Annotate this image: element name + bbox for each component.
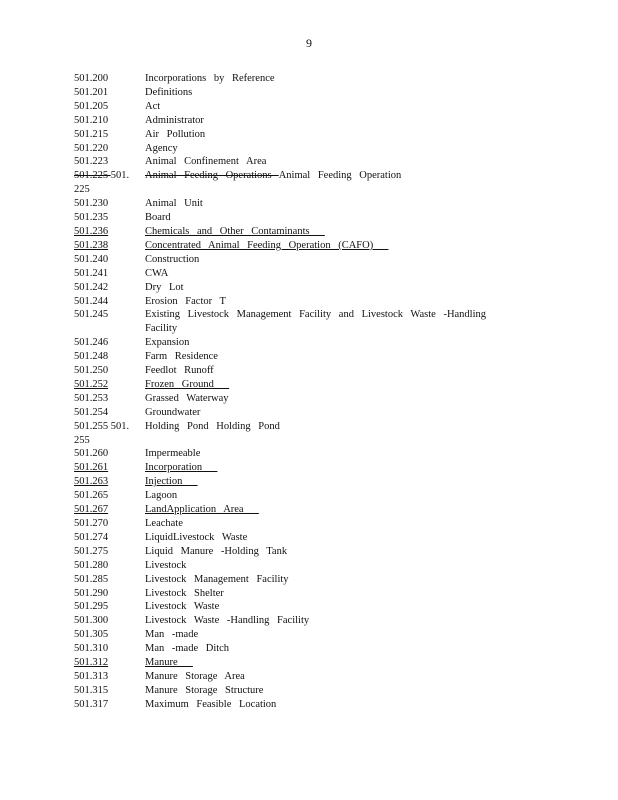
section-number-text: 501.315	[74, 684, 109, 696]
section-entry	[74, 225, 504, 239]
section-number-text: 501.285	[74, 573, 109, 585]
section-title-text: Agency	[145, 142, 178, 154]
section-number-text: 501.295	[74, 601, 109, 613]
section-entry	[74, 670, 504, 684]
section-number	[74, 406, 145, 420]
section-number	[74, 434, 145, 448]
section-title-text: Farm Residence	[145, 351, 218, 363]
section-entry	[74, 434, 504, 448]
section-entry	[74, 350, 504, 364]
section-number	[74, 72, 145, 86]
section-number	[74, 628, 145, 642]
section-title-text: Manure Storage Area	[145, 670, 245, 682]
section-entry	[74, 183, 504, 197]
section-title-text: Erosion Factor T	[145, 295, 226, 307]
section-title-text: Administrator	[145, 114, 204, 126]
section-title-text: Livestock Waste	[145, 601, 220, 613]
section-entry	[74, 169, 504, 183]
section-number-text: 501.252	[74, 378, 109, 390]
section-number	[74, 614, 145, 628]
section-number-text: 501.313	[74, 670, 109, 682]
section-number	[74, 155, 145, 169]
section-title-text: Animal Feeding Operation	[278, 170, 402, 182]
section-title-text: Manure	[145, 657, 193, 669]
section-number-text: 501.236	[74, 225, 109, 237]
section-title	[145, 614, 504, 628]
section-entry	[74, 239, 504, 253]
section-number	[74, 336, 145, 350]
section-title	[145, 308, 504, 322]
section-title	[145, 545, 504, 559]
section-title-text: Dry Lot	[145, 281, 184, 293]
section-number	[74, 322, 145, 336]
section-title-text: Maximum Feasible Location	[145, 698, 277, 710]
section-number-text: 501.241	[74, 267, 109, 279]
section-title-text: LiquidLivestock Waste	[145, 531, 248, 543]
section-title-text: Board	[145, 212, 171, 224]
section-number-text: 501.220	[74, 142, 109, 154]
section-number	[74, 169, 145, 183]
section-number	[74, 447, 145, 461]
section-entry	[74, 684, 504, 698]
section-title-text: Feedlot Runoff	[145, 365, 214, 377]
section-entry	[74, 86, 504, 100]
section-entry	[74, 489, 504, 503]
section-number-text: 501.242	[74, 281, 109, 293]
section-number	[74, 503, 145, 517]
section-number-text: 501.223	[74, 156, 109, 168]
section-title-text: Act	[145, 100, 161, 112]
section-number	[74, 392, 145, 406]
section-number	[74, 267, 145, 281]
section-entry	[74, 573, 504, 587]
section-entry	[74, 336, 504, 350]
section-number	[74, 225, 145, 239]
section-number-text: 501.310	[74, 643, 109, 655]
section-number	[74, 295, 145, 309]
section-entry	[74, 406, 504, 420]
section-number-text: 501.300	[74, 615, 109, 627]
section-title	[145, 600, 504, 614]
section-title	[145, 336, 504, 350]
section-entry	[74, 614, 504, 628]
section-number-text: 501.254	[74, 406, 109, 418]
section-number-text: 501.250	[74, 365, 109, 377]
section-title	[145, 517, 504, 531]
section-entry	[74, 698, 504, 712]
section-entry	[74, 628, 504, 642]
section-title-text: CWA	[145, 267, 169, 279]
section-number	[74, 517, 145, 531]
section-entry	[74, 461, 504, 475]
section-title	[145, 573, 504, 587]
section-number-text: 501.312	[74, 657, 109, 669]
section-entry	[74, 447, 504, 461]
section-title-text: LandApplication Area	[145, 504, 259, 516]
section-entry	[74, 517, 504, 531]
section-number	[74, 461, 145, 475]
section-title-text: Animal Unit	[145, 198, 203, 210]
section-number	[74, 142, 145, 156]
section-number	[74, 587, 145, 601]
section-title	[145, 267, 504, 281]
section-title-text: Facility	[145, 323, 178, 335]
section-number	[74, 531, 145, 545]
section-title-text: Livestock Management Facility	[145, 573, 289, 585]
section-title	[145, 72, 504, 86]
section-number-text: 501.263	[74, 476, 109, 488]
section-title	[145, 364, 504, 378]
section-title	[145, 378, 504, 392]
section-entry	[74, 197, 504, 211]
section-number-text: 501.267	[74, 504, 109, 516]
section-title-text: Injection	[145, 476, 198, 488]
section-title	[145, 322, 504, 336]
section-title	[145, 698, 504, 712]
section-title-text: Definitions	[145, 86, 193, 98]
section-number-text: 501.200	[74, 73, 109, 84]
section-title-text: Livestock Waste -Handling Facility	[145, 615, 310, 627]
section-number-text: 501.260	[74, 448, 109, 460]
section-title	[145, 503, 504, 517]
section-title	[145, 420, 504, 434]
section-entry	[74, 378, 504, 392]
section-number	[74, 545, 145, 559]
section-entry	[74, 253, 504, 267]
section-list	[74, 72, 504, 712]
section-title	[145, 169, 504, 183]
section-title	[145, 281, 504, 295]
section-number	[74, 281, 145, 295]
section-entry	[74, 545, 504, 559]
section-number-text: 501.246	[74, 337, 109, 349]
section-title-text: Construction	[145, 253, 200, 265]
section-number-text: 501.235	[74, 212, 109, 224]
section-title-text: Frozen Ground	[145, 378, 230, 390]
section-number-text: 501.210	[74, 114, 109, 126]
section-number-text: 501.270	[74, 518, 109, 529]
section-title	[145, 642, 504, 656]
section-title	[145, 434, 504, 448]
section-number-text: 501.215	[74, 128, 109, 140]
section-title-text: Impermeable	[145, 448, 201, 460]
section-title	[145, 670, 504, 684]
section-entry	[74, 392, 504, 406]
section-title	[145, 295, 504, 309]
deleted-section-title: Animal Feeding Operations	[145, 170, 279, 182]
section-title	[145, 392, 504, 406]
section-title	[145, 684, 504, 698]
section-number-text: 501.305	[74, 629, 109, 641]
section-entry	[74, 155, 504, 169]
section-entry	[74, 559, 504, 573]
section-entry	[74, 142, 504, 156]
section-entry	[74, 656, 504, 670]
section-number	[74, 489, 145, 503]
section-number-text: 501.240	[74, 253, 109, 265]
section-number	[74, 253, 145, 267]
section-number-text: 501.245	[74, 309, 109, 321]
section-title	[145, 461, 504, 475]
section-title-text: Man -made	[145, 629, 199, 641]
section-title	[145, 211, 504, 225]
section-entry	[74, 531, 504, 545]
section-entry	[74, 211, 504, 225]
section-number	[74, 420, 145, 434]
section-number	[74, 197, 145, 211]
section-entry	[74, 281, 504, 295]
section-number	[74, 100, 145, 114]
section-title	[145, 253, 504, 267]
section-entry	[74, 642, 504, 656]
section-entry	[74, 308, 504, 322]
section-number-text: 501.205	[74, 100, 109, 112]
section-number	[74, 114, 145, 128]
section-entry	[74, 114, 504, 128]
section-title-text: Manure Storage Structure	[145, 684, 264, 696]
section-number-text: 501.253	[74, 392, 109, 404]
section-number-text: 225	[74, 184, 90, 196]
section-title	[145, 225, 504, 239]
section-title	[145, 628, 504, 642]
section-entry	[74, 322, 504, 336]
section-number-text: 255	[74, 434, 90, 446]
section-number-text: 501.275	[74, 545, 109, 557]
section-title	[145, 350, 504, 364]
section-entry	[74, 267, 504, 281]
section-number-text: 501.244	[74, 295, 109, 307]
section-title-text: Livestock	[145, 559, 187, 571]
section-number-text: 501.274	[74, 531, 109, 543]
section-number	[74, 475, 145, 489]
section-number	[74, 364, 145, 378]
section-title-text: Animal Confinement Area	[145, 156, 267, 168]
section-title-text: Man -made Ditch	[145, 643, 230, 655]
section-number-text: 501.290	[74, 587, 109, 599]
section-number-text: 501.255 501.	[74, 420, 130, 432]
section-number	[74, 670, 145, 684]
section-number	[74, 656, 145, 670]
section-entry	[74, 600, 504, 614]
page-number: 9	[306, 36, 312, 50]
section-number-text: 501.230	[74, 198, 109, 210]
section-number	[74, 378, 145, 392]
section-title	[145, 531, 504, 545]
section-entry	[74, 128, 504, 142]
section-title-text: Holding Pond Holding Pond	[145, 420, 280, 432]
section-number-text: 501.201	[74, 86, 109, 98]
section-number-text: 501.317	[74, 698, 109, 710]
section-number-text: 501.265	[74, 490, 109, 502]
section-title-text: Existing Livestock Management Facility and Livestock Waste -Handling	[145, 309, 487, 321]
section-entry	[74, 100, 504, 114]
section-title	[145, 239, 504, 253]
section-title-text: Air Pollution	[145, 128, 206, 140]
section-number	[74, 86, 145, 100]
section-title-text: Concentrated Animal Feeding Operation (CAFO)	[145, 239, 389, 251]
section-title	[145, 100, 504, 114]
section-title	[145, 86, 504, 100]
section-number	[74, 573, 145, 587]
section-number	[74, 211, 145, 225]
deleted-section-number: 501.225	[74, 170, 111, 182]
section-number	[74, 239, 145, 253]
section-number	[74, 308, 145, 322]
section-number-text: 501.280	[74, 559, 109, 571]
section-title-text: Expansion	[145, 337, 190, 349]
section-title	[145, 406, 504, 420]
section-number	[74, 600, 145, 614]
section-title-text: Incorporation	[145, 462, 218, 474]
section-title	[145, 559, 504, 573]
section-title	[145, 155, 504, 169]
section-title-text: Leachate	[145, 518, 183, 529]
section-title	[145, 128, 504, 142]
section-number	[74, 183, 145, 197]
section-entry	[74, 503, 504, 517]
section-number-text: 501.248	[74, 351, 109, 363]
section-number	[74, 642, 145, 656]
section-entry	[74, 295, 504, 309]
section-title	[145, 447, 504, 461]
section-title	[145, 587, 504, 601]
section-entry	[74, 364, 504, 378]
section-entry	[74, 587, 504, 601]
section-number	[74, 684, 145, 698]
section-title	[145, 183, 504, 197]
section-number-text: 501.238	[74, 239, 109, 251]
section-title-text: Chemicals and Other Contaminants	[145, 225, 325, 237]
section-number	[74, 350, 145, 364]
section-title	[145, 489, 504, 503]
section-title	[145, 475, 504, 489]
section-title-text: Grassed Waterway	[145, 392, 229, 404]
section-title-text: Lagoon	[145, 490, 178, 502]
section-title-text: Incorporations by Reference	[145, 73, 275, 84]
section-entry	[74, 420, 504, 434]
section-entry	[74, 475, 504, 489]
section-number	[74, 698, 145, 712]
section-title	[145, 142, 504, 156]
section-entry	[74, 72, 504, 86]
section-number-text: 501.261	[74, 462, 109, 474]
section-title-text: Groundwater	[145, 406, 201, 418]
section-title-text: Livestock Shelter	[145, 587, 224, 599]
section-title	[145, 656, 504, 670]
section-number	[74, 559, 145, 573]
section-title	[145, 197, 504, 211]
section-number-text: 501.	[110, 170, 130, 182]
section-number	[74, 128, 145, 142]
section-title	[145, 114, 504, 128]
section-title-text: Liquid Manure -Holding Tank	[145, 545, 288, 557]
